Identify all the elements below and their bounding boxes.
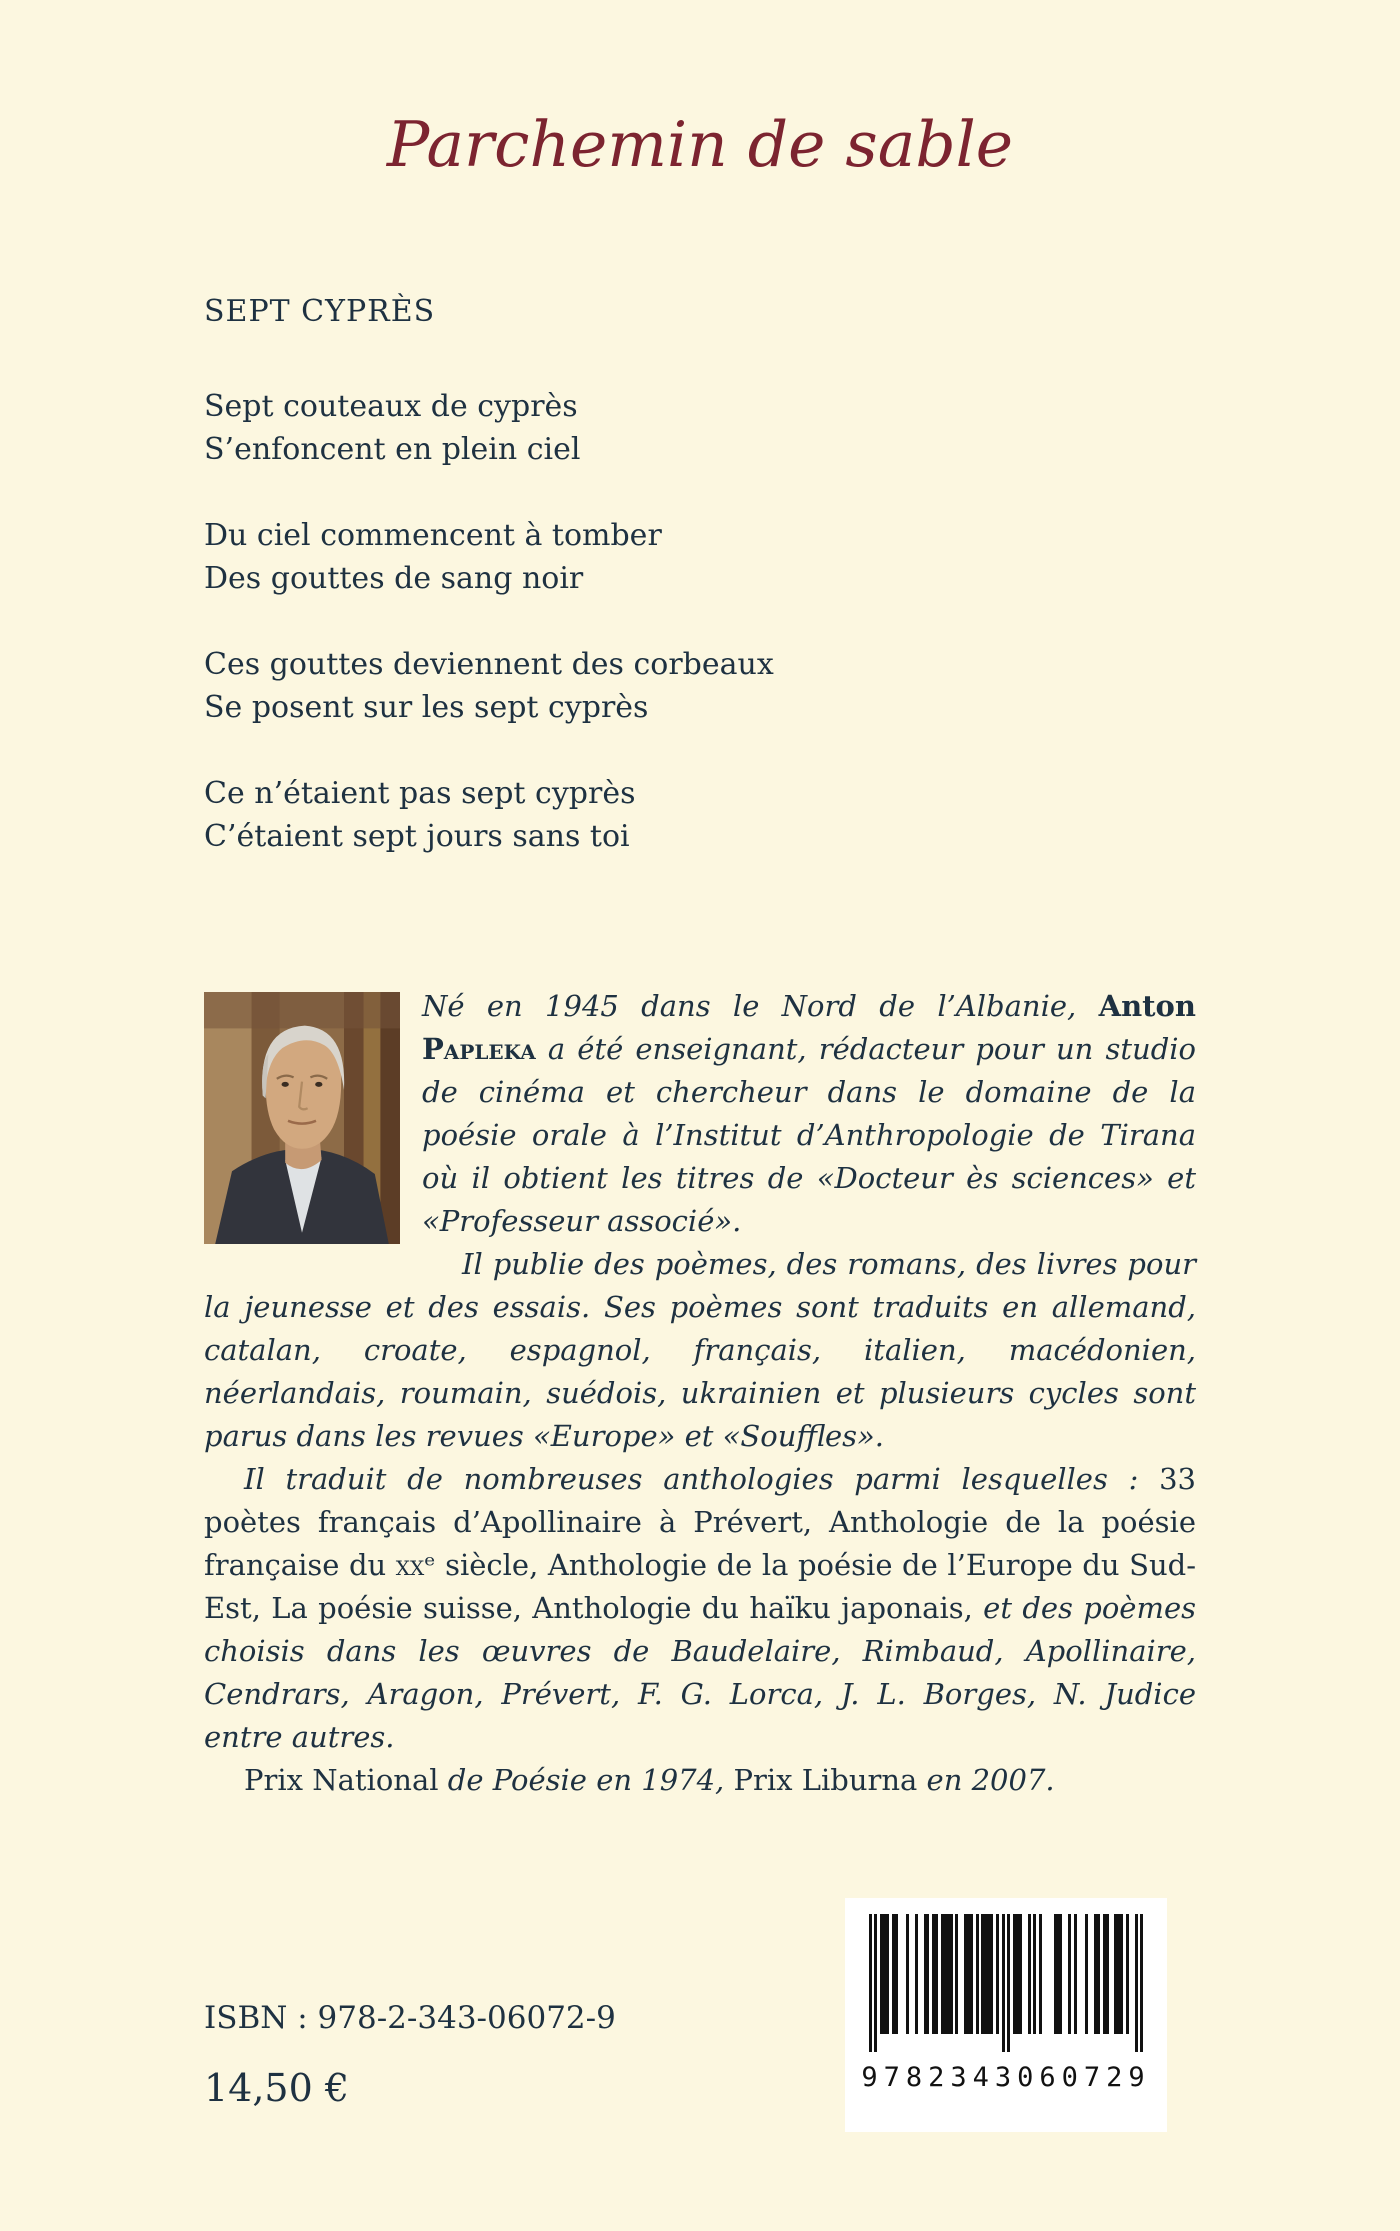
barcode (845, 1898, 1167, 2132)
text-segment: 33 poètes français d’Apollinaire à Prévert, Anthologie de la poésie française du (204, 1462, 1196, 1582)
poem-stanza (204, 385, 774, 471)
text-segment: en 2007. (926, 1763, 1055, 1797)
poem-line: Sept couteaux de cyprès (204, 389, 578, 424)
text-segment: Papleka (422, 1032, 536, 1066)
barcode-bar (1140, 1914, 1143, 2052)
poem-stanza (204, 643, 774, 729)
poem-line: Des gouttes de sang noir (204, 561, 584, 596)
book-title: Parchemin de sable (386, 108, 1014, 181)
text-segment: a été enseignant, rédacteur pour un studio de cinéma et chercheur dans le domaine de la poésie orale à l’Institut d’Anthropologie de Tirana où il obtient les titres de «Docteur ès sciences» et «Professeur associé». (422, 1032, 1196, 1238)
text-segment: ᵉ siècle, Anthologie de la poésie de l’Europe du Sud-Est, La poésie suisse, Anthologie du haïku japonais, (204, 1548, 1197, 1625)
poem-stanzas (204, 385, 774, 858)
poem-stanza (204, 772, 774, 858)
bio-paragraph (204, 1458, 1196, 1759)
text-segment: de Poésie en 1974, (447, 1763, 734, 1797)
text-segment: Prix Liburna (733, 1763, 927, 1797)
text-segment: Né en 1945 dans le Nord de l’Albanie, (422, 989, 1099, 1023)
poem-line: Du ciel commencent à tomber (204, 518, 662, 553)
poem-line: Ces gouttes deviennent des corbeaux (204, 647, 774, 682)
poem-section (204, 290, 774, 901)
poem-line: S’enfoncent en plein ciel (204, 432, 581, 467)
text-segment: Prix National (244, 1763, 448, 1797)
text-segment: Il traduit de nombreuses anthologies parmi lesquelles : (244, 1462, 1160, 1496)
poem-line: Se posent sur les sept cyprès (204, 690, 649, 725)
poem-line: Ce n’étaient pas sept cyprès (204, 776, 636, 811)
poem-stanza (204, 514, 774, 600)
bio-paragraph (204, 1243, 1196, 1458)
text-segment: et des poèmes choisis dans les œuvres de Baudelaire, Rimbaud, Apollinaire, Cendrars, Aragon, Prévert, F. G. Lorca, J. L. Borges, N. Judice entre autres. (204, 1591, 1196, 1754)
isbn-text: ISBN : 978-2-343-06072-9 (204, 2000, 616, 2036)
author-portrait-illustration (204, 992, 400, 1244)
poem-heading: SEPT CYPRÈS (204, 294, 436, 329)
text-segment: Anton (1098, 989, 1196, 1023)
text-segment: xx (395, 1548, 425, 1582)
bio-paragraph (204, 1759, 1196, 1802)
bio-section (204, 985, 1196, 1802)
poem-line: C’étaient sept jours sans toi (204, 819, 630, 854)
barcode-bars (869, 1914, 1144, 2060)
barcode-number: 9782343060729 (861, 2062, 1151, 2093)
text-segment: Il publie des poèmes, des romans, des livres pour la jeunesse et des essais. Ses poèmes sont traduits en allemand, catalan, croate, espagnol, français, italien, macédonien, néerlandais, roumain, suédois, ukrainien et plusieurs cycles sont parus dans les revues «Europe» et «Souffles». (204, 1247, 1196, 1453)
price-text: 14,50 € (204, 2066, 350, 2110)
author-photo (204, 992, 400, 1244)
